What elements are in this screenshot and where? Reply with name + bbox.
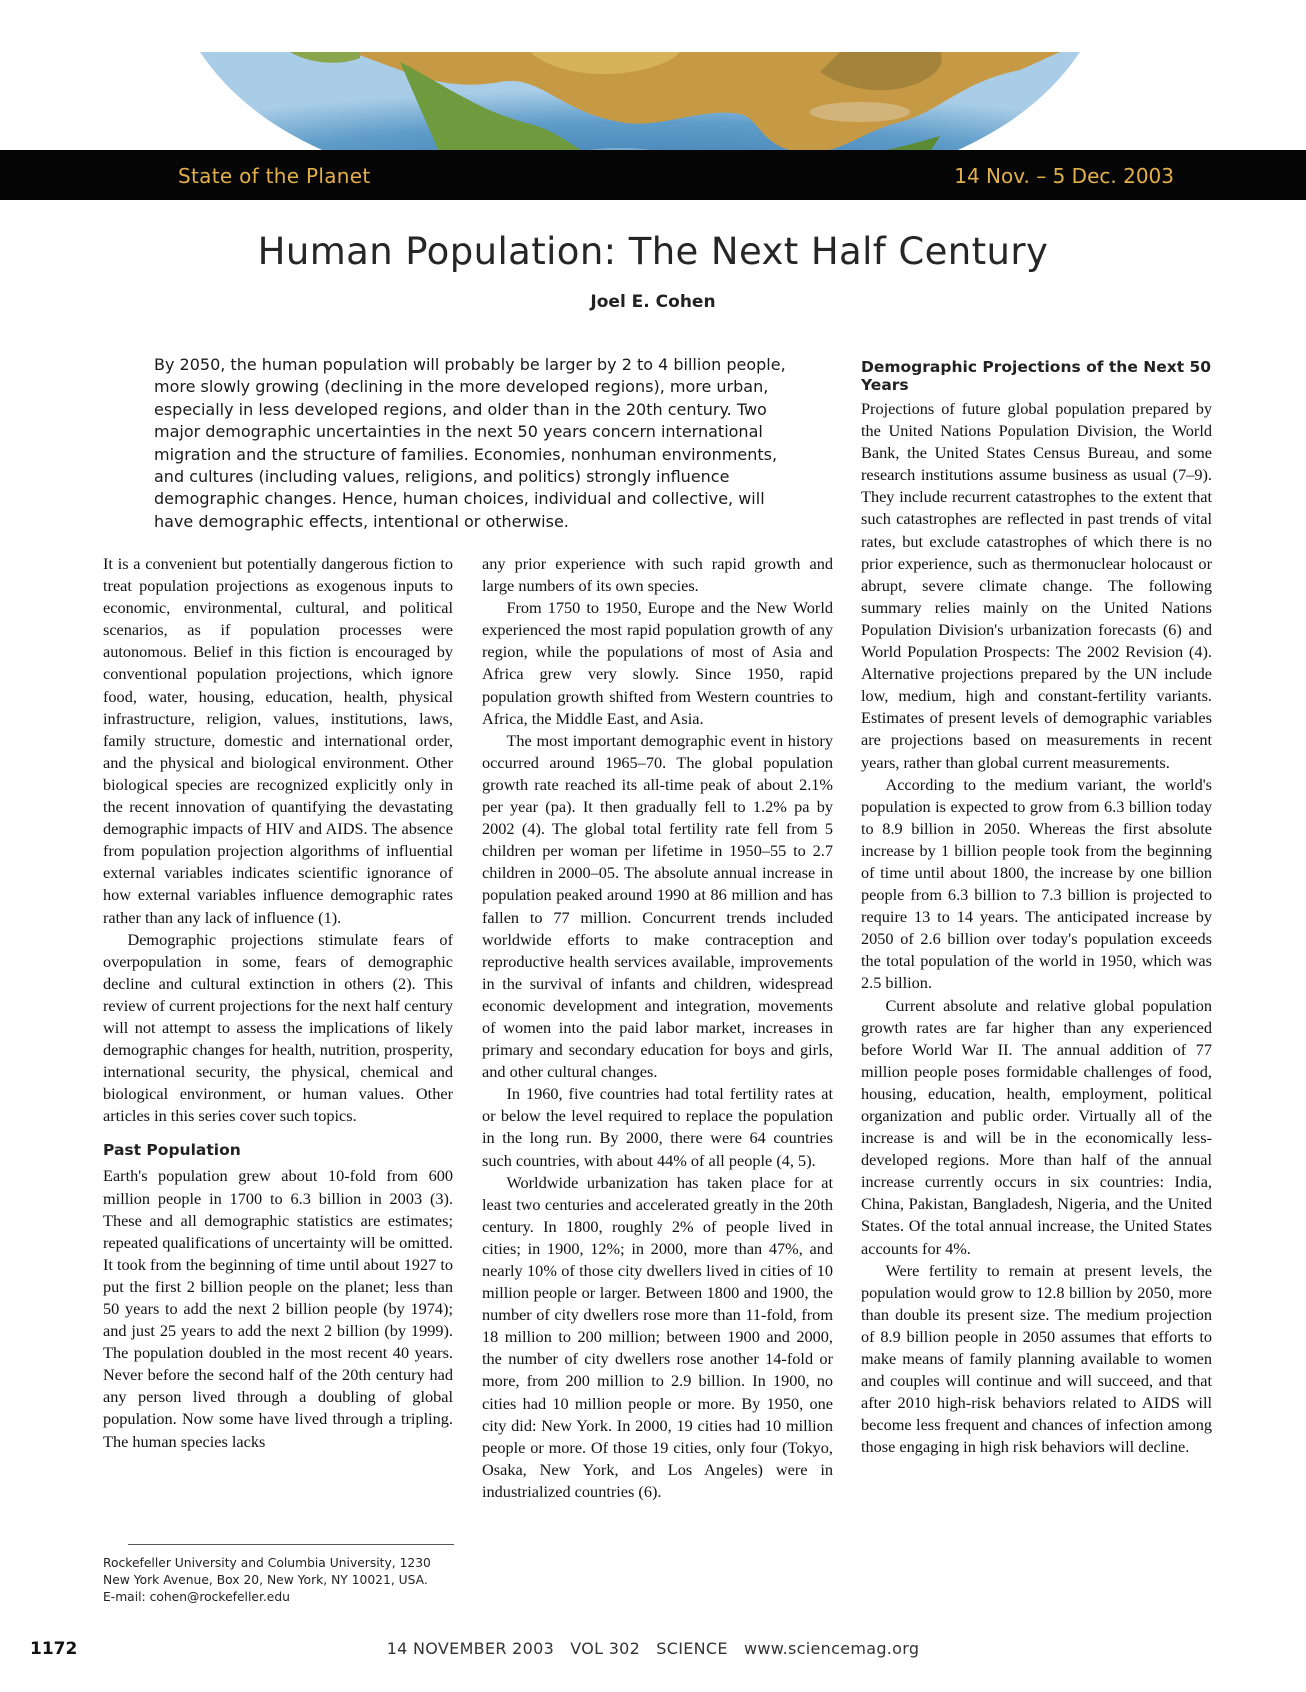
paragraph: It is a convenient but potentially dangerous fiction to treat population projections as exogenous inputs to economic, environmental, cultural, and political scenarios, as if population processes were autonomous. Belief in this fiction is encouraged by conventional population projections, which ignore food, water, housing, education, health, physical infrastructure, religion, values, institutions, laws, family structure, domestic and international order, and the physical and biological environment. Other biological species are recognized explicitly only in the recent innovation of quantifying the devastating demographic impacts of HIV and AIDS. The absence from population projection algorithms of influential external variables indicates scientific ignorance of how external variables influence demographic rates rather than any lack of influence (1). [103,554,453,927]
paragraph: Worldwide urbanization has taken place for at least two centuries and accelerated greatly in the 20th century. In 1800, roughly 2% of people lived in cities; in 1900, 12%; in 2000, more than 47%, and nearly 10% of those city dwellers lived in cities of 10 million people or larger. Between 1800 and 1900, the number of city dwellers rose more than 11-fold, from 18 million to 200 million; between 1900 and 2000, the number of city dwellers rose another 14-fold or more, from 200 million to 2.9 billion. In 1900, no cities had 10 million people or more. By 1950, one city did: New York. In 2000, 19 cities had 10 million people or more. Of those 19 cities, only four (Tokyo, Osaka, New York, and Los Angeles) were in industrialized countries (6). [482,1172,833,1501]
body-column-1 [103,553,453,1453]
paragraph: Current absolute and relative global population growth rates are far higher than any experienced before World War II. The annual addition of 77 million people poses formidable challenges of food, housing, education, health, employment, political organization and public order. Virtually all of the increase is and will be in the economically less-developed regions. More than half of the annual increase currently occurs in six countries: India, China, Pakistan, Bangladesh, Nigeria, and the United States. Of the total annual increase, the United States accounts for 4%. [861,995,1212,1258]
paragraph: From 1750 to 1950, Europe and the New World experienced the most rapid population growth of any region, while the populations of most of Asia and Africa grew very slowly. Since 1950, rapid population growth shifted from Western countries to Africa, the Middle East, and Asia. [482,598,833,728]
article-author: Joel E. Cohen [590,292,716,312]
paragraph: In 1960, five countries had total fertility rates at or below the level required to replace the population in the long run. By 2000, there were 64 countries such countries, with about 44% of all people (4, 5). [482,1084,833,1170]
journal-footer [0,1639,1306,1658]
body-column-3 [861,358,1212,1459]
body-column-2 [482,553,833,1503]
affiliation-line: Rockefeller University and Columbia University, 1230 [103,1556,431,1570]
article-title: Human Population: The Next Half Century [257,230,1049,273]
paragraph: Were fertility to remain at present levels, the population would grow to 12.8 billion by 2050, more than double its present size. The medium projection of 8.9 billion people in 2050 assumes that efforts to make means of family planning available to women and couples will continue and will succeed, and that after 2010 high-risk behaviors related to AIDS will become less frequent and chances of infection among those engaging in high risk behaviors will decline. [861,1260,1212,1457]
paragraph: Demographic projections stimulate fears of overpopulation in some, fears of demographic decline and cultural extinction in others (2). This review of current projections for the next half century will not attempt to assess the implications of likely demographic changes for health, nutrition, prosperity, international security, the physical, chemical and biological environment, or human values. Other articles in this series cover such topics. [103,929,453,1126]
paragraph: The most important demographic event in history occurred around 1965–70. The global population growth rate reached its all-time peak of about 2.1% per year (pa). It then gradually fell to 1.2% pa by 2002 (4). The global total fertility rate fell from 5 children per woman per lifetime in 1950–55 to 2.7 children in 2000–05. The absolute annual increase in population peaked around 1990 at 86 million and has fallen to 77 million. Concurrent trends included worldwide efforts to make contraception and reproductive health services available, improvements in the survival of infants and children, widespread economic development and integration, movements of women into the paid labor market, increases in primary and secondary education for boys and girls, and other cultural changes. [482,730,833,1082]
article-abstract: By 2050, the human population will probably be larger by 2 to 4 billion people, more slowly growing (declining in the more developed regions), more urban, especially in less developed regions, and older than in the 20th century. Two major demographic uncertainties in the next 50 years concern international migration and the structure of families. Economies, nonhuman environments, and cultures (including values, religions, and politics) strongly influence demographic changes. Hence, human choices, individual and collective, will have demographic effects, intentional or otherwise. [154,355,786,531]
series-dates: 14 Nov. – 5 Dec. 2003 [954,164,1174,188]
paragraph: Earth's population grew about 10-fold from 600 million people in 1700 to 6.3 billion in 2003 (3). These and all demographic statistics are estimates; repeated qualifications of uncertainty will be omitted. It took from the beginning of time until about 1927 to put the first 2 billion people on the planet; less than 50 years to add the next 2 billion people (by 1974); and just 25 years to add the next 2 billion (by 1999). The population doubled in the most recent 40 years. Never before the second half of the 20th century had any person lived through a doubling of global population. Now some have lived through a tripling. The human species lacks [103,1166,453,1451]
section-label: State of the Planet [178,164,371,188]
affiliation-email: E-mail: cohen@rockefeller.edu [103,1590,290,1604]
section-heading-past-population: Past Population [103,1141,241,1160]
journal-issue-line: 14 NOVEMBER 2003 VOL 302 SCIENCE www.sciencemag.org [386,1639,920,1658]
author-affiliation [103,1555,463,1606]
paragraph: any prior experience with such rapid growth and large numbers of its own species. [482,554,833,596]
page-number: 1172 [30,1639,78,1659]
section-heading-demographic-projections: Demographic Projections of the Next 50 Years [861,358,1212,394]
footnote-rule [128,1544,454,1545]
affiliation-line: New York Avenue, Box 20, New York, NY 10021, USA. [103,1573,428,1587]
paragraph: Projections of future global population prepared by the United Nations Population Division, the World Bank, the United States Census Bureau, and some research institutions assume business as usual (7–9). They include recurrent catastrophes to the extent that such catastrophes are reflected in past trends of vital rates, but exclude catastrophes of which there is no prior experience, such as thermonuclear holocaust or abrupt, severe climate change. The following summary relies mainly on the United Nations Population Division's urbanization forecasts (6) and World Population Prospects: The 2002 Revision (4). Alternative projections prepared by the UN include low, medium, high and constant-fertility variants. Estimates of present levels of demographic variables are projections based on measurements in recent years, rather than global current measurements. [861,399,1212,772]
paragraph: According to the medium variant, the world's population is expected to grow from 6.3 billion today to 8.9 billion in 2050. Whereas the first absolute increase by 1 billion people took from the beginning of time until about 1800, the increase by one billion people from 6.3 billion to 7.3 billion is projected to require 13 to 14 years. The anticipated increase by 2050 of 2.6 billion over today's population exceeds the total population of the world in 1950, which was 2.5 billion. [861,774,1212,993]
